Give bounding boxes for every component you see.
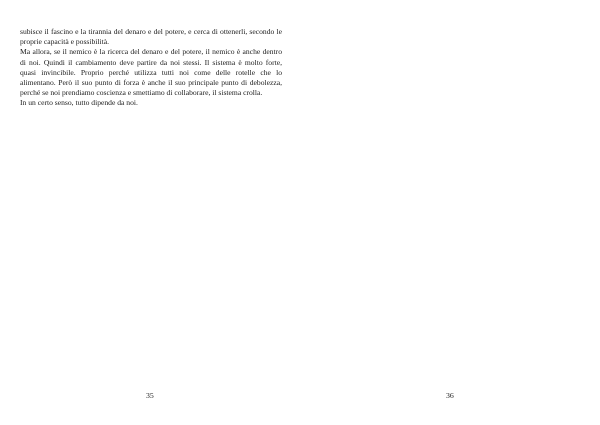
right-page <box>300 0 600 425</box>
body-text <box>20 27 282 109</box>
page-number-right: 36 <box>446 391 454 400</box>
paragraph-2: Ma allora, se il nemico è la ricerca del denaro e del potere, il nemico è anche dentro di noi. Quindi il cambiamento deve partire da noi stessi. Il sistema è molto forte, quasi invincibile. Proprio perché utilizza tutti noi come delle rotelle che lo alimentano. Però il suo punto di forza è anche il suo principale punto di debolezza, perché se noi prendiamo coscienza e smettiamo di collaborare, il sistema crolla. <box>20 47 282 98</box>
paragraph-3: In un certo senso, tutto dipende da noi. <box>20 98 138 108</box>
paragraph-1: subisce il fascino e la tirannia del denaro e del potere, e cerca di ottenerli, secondo le proprie capacità e possibilità. <box>20 27 282 47</box>
page-number-left: 35 <box>146 391 154 400</box>
